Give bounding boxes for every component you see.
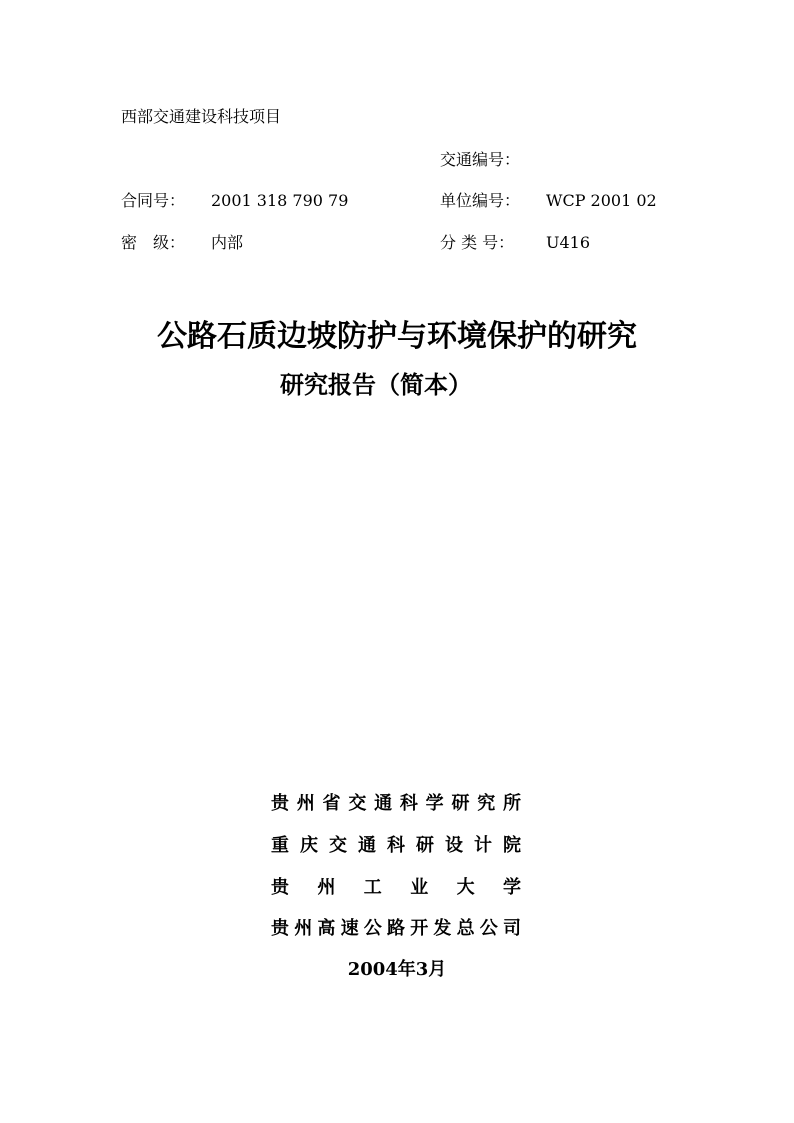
secrecy-value: 内部 [211,233,244,252]
organization-1: 贵州省交通科学研究所 [271,793,521,814]
report-date: 2004年3月 [347,959,447,980]
document-title: 公路石质边坡防护与环境保护的研究 [157,319,637,354]
organization-4: 贵州高速公路开发总公司 [271,918,521,939]
project-type: 西部交通建设科技项目 [121,107,282,126]
class-no-value: U416 [546,233,591,252]
class-no-label: 分 类 号： [440,233,515,252]
unit-no-label: 单位编号： [440,191,521,210]
organization-2: 重庆交通科研设计院 [271,835,521,856]
traffic-no-label: 交通编号： [440,150,521,169]
contract-no-label: 合同号： [121,191,186,210]
unit-no-value: WCP 2001 02 [546,191,657,210]
contract-no-value: 2001 318 790 79 [211,191,349,210]
document-subtitle: 研究报告（简本） [280,371,472,399]
secrecy-label: 密 级： [121,233,186,252]
organization-3: 贵州工业大学 [271,877,521,898]
